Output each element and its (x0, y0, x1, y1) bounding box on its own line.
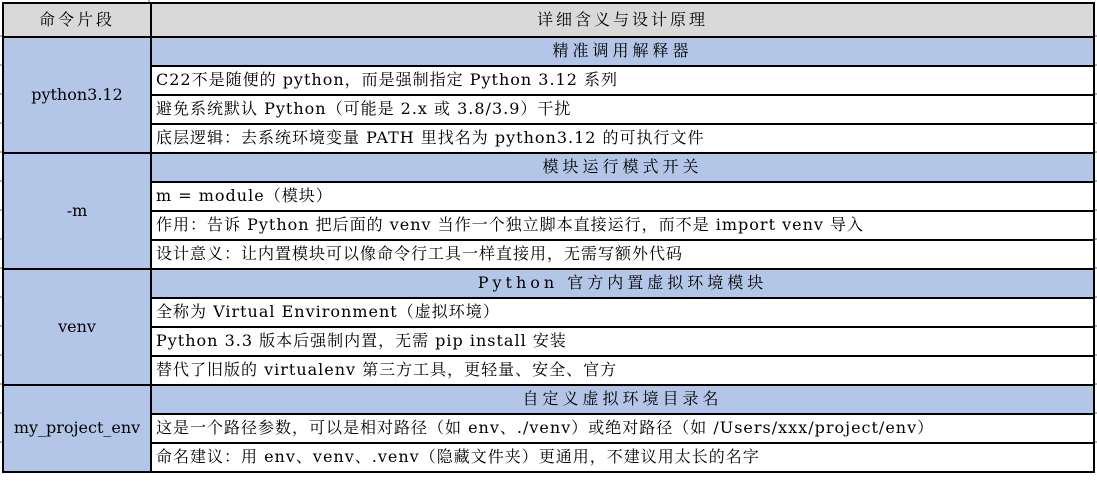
table-row (4, 299, 1095, 328)
gridline-stub (148, 0, 150, 2)
table-row (4, 444, 1095, 473)
table-row (4, 241, 1095, 270)
section-m-subtitle-row (4, 154, 1095, 183)
section-python312-subtitle-row (4, 38, 1095, 67)
table-row (4, 357, 1095, 386)
table-row (4, 96, 1095, 125)
section-myprojectenv-subtitle-row (4, 386, 1095, 415)
table-row (4, 212, 1095, 241)
gridline-stub (0, 238, 2, 240)
gridline-stub (0, 180, 2, 182)
detail-cell: 全称为 Virtual Environment（虚拟环境） (152, 299, 1095, 328)
gridline-stub (0, 296, 2, 298)
detail-cell: 这是一个路径参数，可以是相对路径（如 env、./venv）或绝对路径（如 /Users/xxx/project/env） (152, 415, 1095, 444)
detail-cell: m = module（模块） (152, 183, 1095, 212)
detail-cell: 命名建议：用 env、venv、.venv（隐藏文件夹）更通用，不建议用太长的名字 (152, 444, 1095, 473)
detail-cell: 底层逻辑：去系统环境变量 PATH 里找名为 python3.12 的可执行文件 (152, 125, 1095, 154)
gridline-stub (0, 325, 2, 327)
command-explanation-table (2, 2, 1095, 473)
gridline-stub (0, 354, 2, 356)
detail-cell: 替代了旧版的 virtualenv 第三方工具，更轻量、安全、官方 (152, 357, 1095, 386)
gridline-stub (0, 64, 2, 66)
gridline-stub (0, 441, 2, 443)
gridline-stub (0, 151, 2, 153)
gridline-stub (0, 209, 2, 211)
table-header-row (4, 4, 1095, 38)
command-cell-m: -m (4, 154, 152, 270)
command-cell-python312: python3.12 (4, 38, 152, 154)
column-header-command: 命令片段 (4, 4, 152, 38)
table-row (4, 125, 1095, 154)
command-cell-venv: venv (4, 270, 152, 386)
section-subtitle: 模块运行模式开关 (152, 154, 1095, 183)
detail-cell: 作用：告诉 Python 把后面的 venv 当作一个独立脚本直接运行，而不是 import venv 导入 (152, 212, 1095, 241)
command-cell-myprojectenv: my_project_env (4, 386, 152, 473)
table-row (4, 67, 1095, 96)
section-subtitle: 精准调用解释器 (152, 38, 1095, 67)
gridline-stub (0, 93, 2, 95)
gridline-stub (0, 35, 2, 37)
section-subtitle: Python 官方内置虚拟环境模块 (152, 270, 1095, 299)
table-row (4, 415, 1095, 444)
detail-cell: C22不是随便的 python，而是强制指定 Python 3.12 系列 (152, 67, 1095, 96)
section-subtitle: 自定义虚拟环境目录名 (152, 386, 1095, 415)
detail-cell: 避免系统默认 Python（可能是 2.x 或 3.8/3.9）干扰 (152, 96, 1095, 125)
table-row (4, 183, 1095, 212)
gridline-stub (0, 412, 2, 414)
table-row (4, 328, 1095, 357)
detail-cell: Python 3.3 版本后强制内置，无需 pip install 安装 (152, 328, 1095, 357)
column-header-meaning: 详细含义与设计原理 (152, 4, 1095, 38)
gridline-stub (0, 267, 2, 269)
gridline-stub (0, 122, 2, 124)
gridline-stub (0, 383, 2, 385)
detail-cell: 设计意义：让内置模块可以像命令行工具一样直接用，无需写额外代码 (152, 241, 1095, 270)
section-venv-subtitle-row (4, 270, 1095, 299)
